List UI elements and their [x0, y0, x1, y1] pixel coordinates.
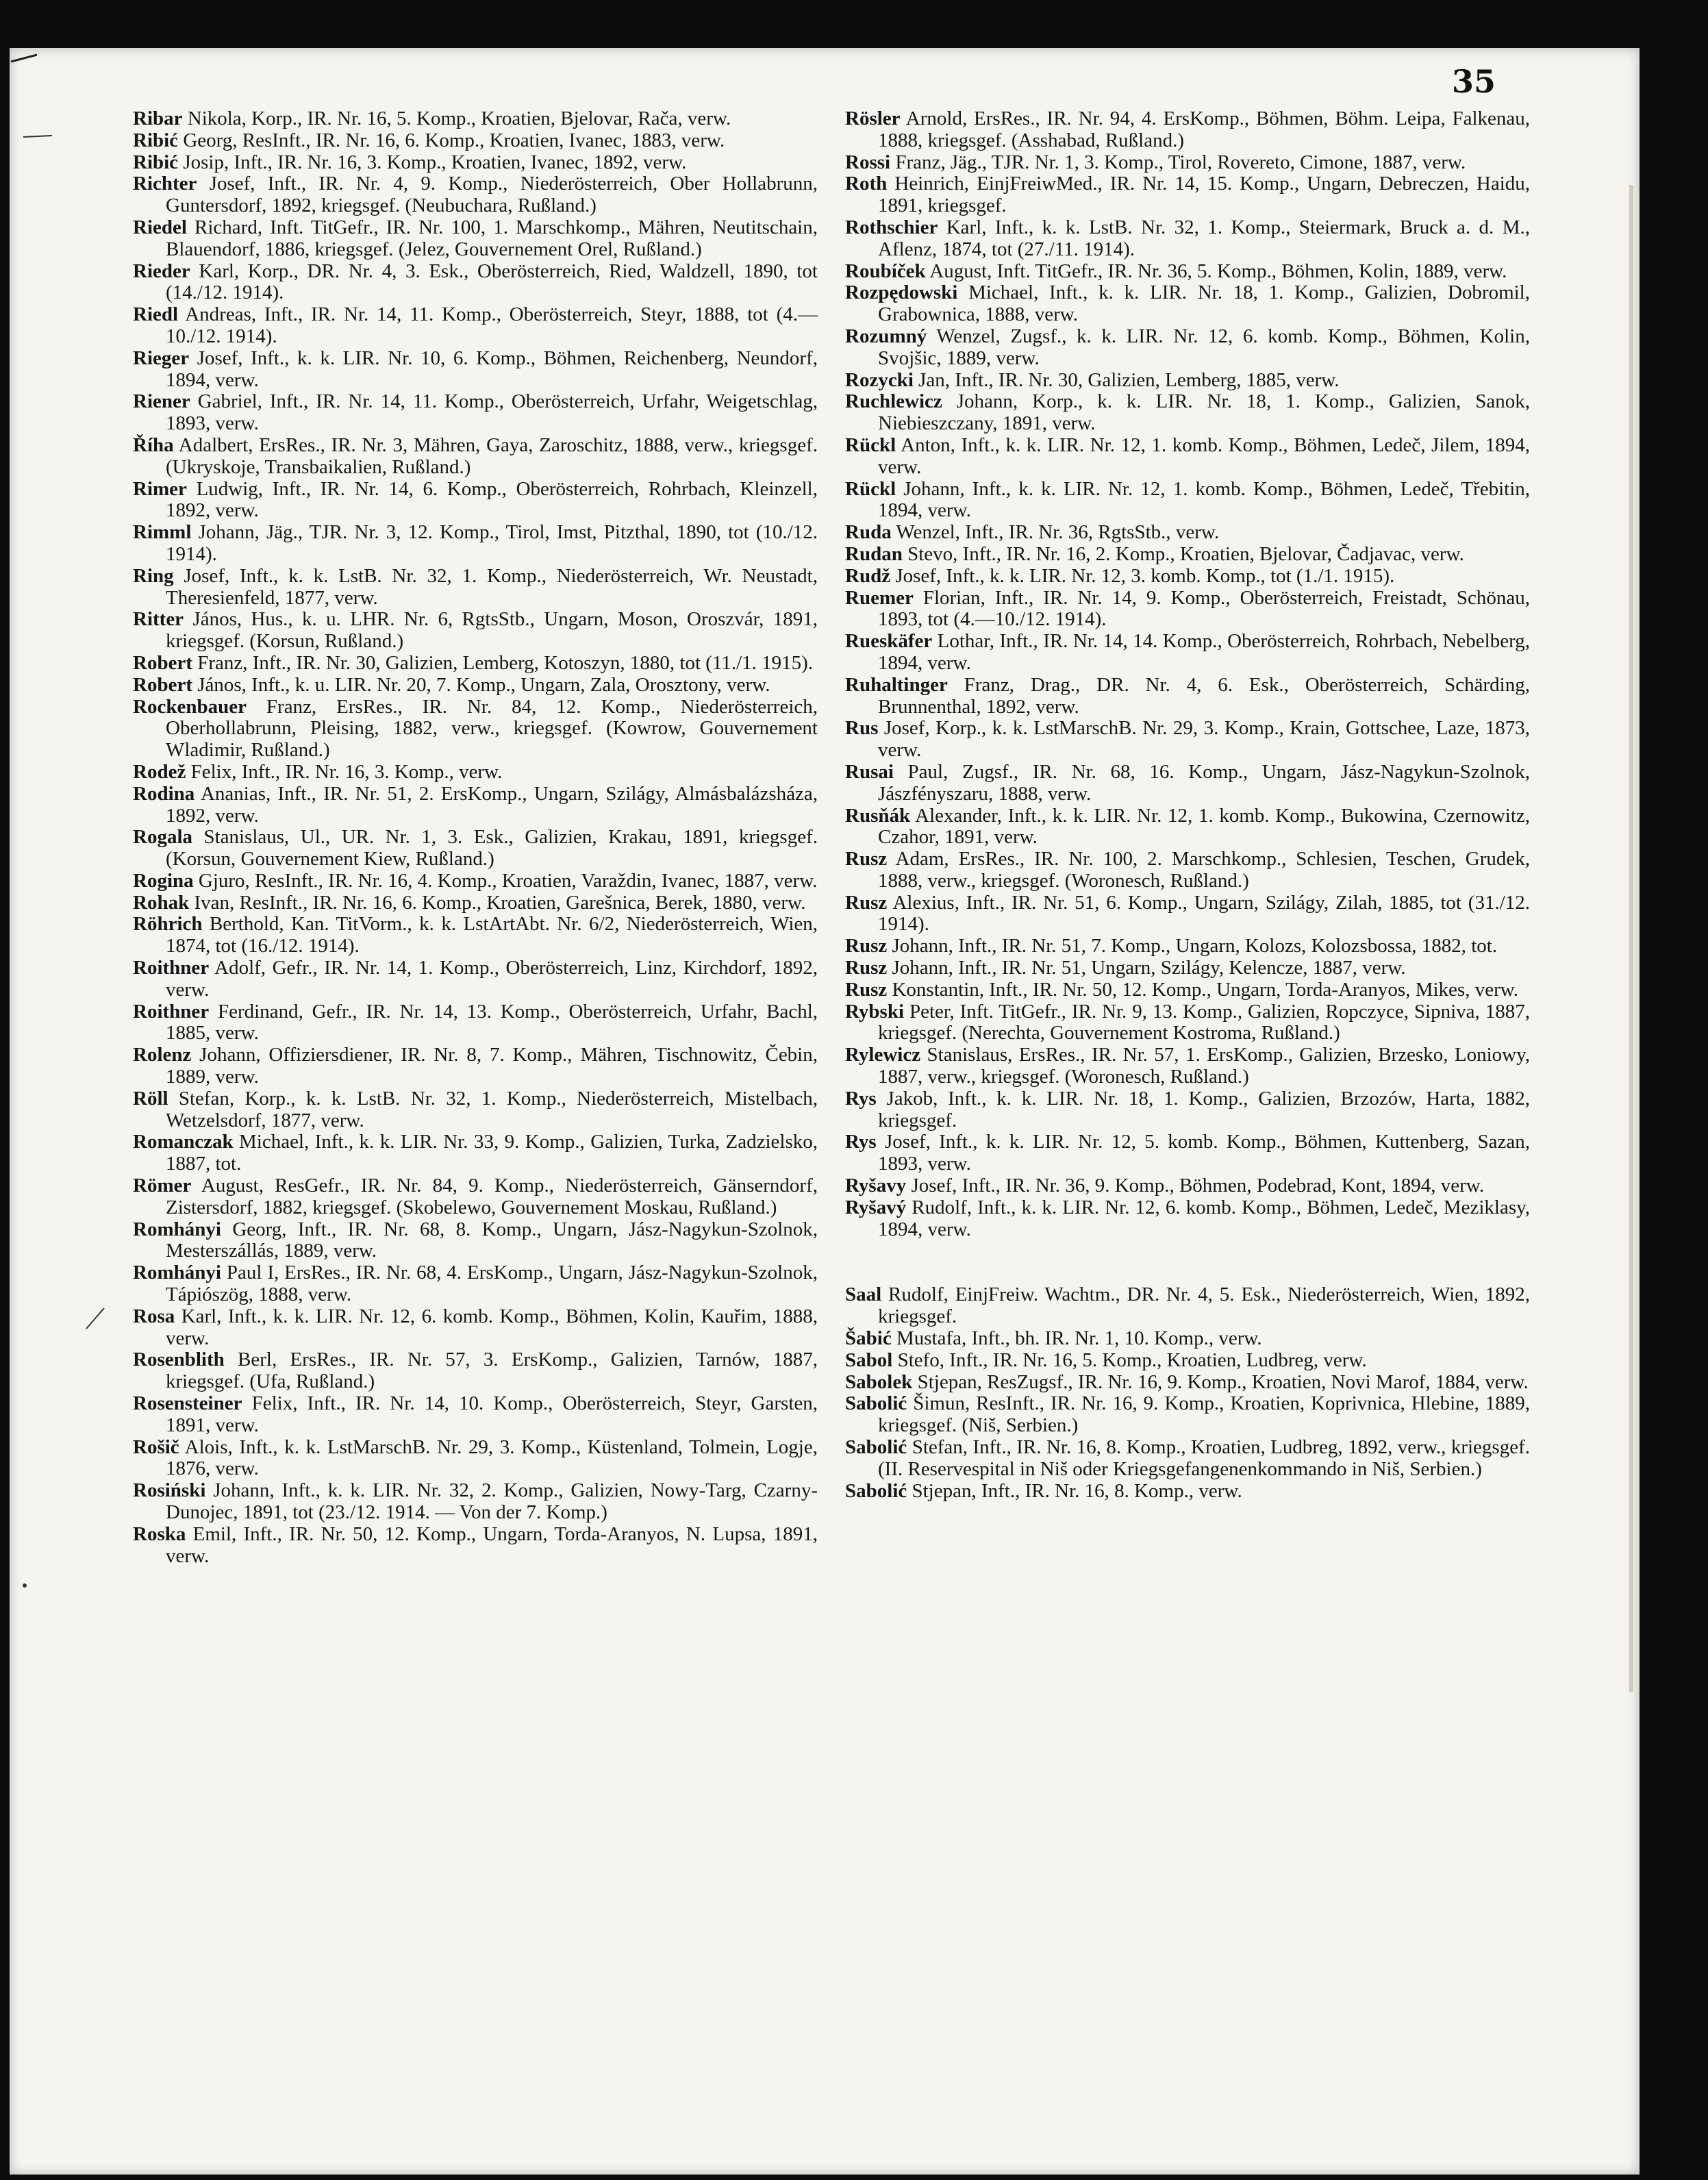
right-column	[845, 108, 1530, 1502]
entry-surname: Rys	[845, 1131, 877, 1153]
register-entry	[845, 1197, 1530, 1241]
entry-details: Stanislaus, Ul., UR. Nr. 1, 3. Esk., Galizien, Krakau, 1891, kriegsgef. (Korsun, Gouvernement Kiew, Rußland.)	[166, 826, 818, 870]
register-entry	[133, 892, 818, 914]
entry-details: Ludwig, Inft., IR. Nr. 14, 6. Komp., Oberösterreich, Rohrbach, Kleinzell, 1892, verw.	[166, 477, 818, 522]
margin-slash-mark	[86, 1308, 104, 1329]
entry-surname: Rimer	[133, 477, 187, 500]
register-entry	[845, 1284, 1530, 1328]
register-entry	[133, 261, 818, 305]
register-entry	[845, 326, 1530, 370]
register-entry	[133, 173, 818, 217]
entry-details: Johann, Inft., k. k. LIR. Nr. 12, 1. komb. Komp., Böhmen, Ledeč, Třebitin, 1894, verw.	[878, 477, 1530, 522]
entry-details: Andreas, Inft., IR. Nr. 14, 11. Komp., Oberösterreich, Steyr, 1888, tot (4.—10./12. 1914).	[166, 303, 818, 347]
entry-surname: Rusai	[845, 760, 894, 783]
entry-details: Gabriel, Inft., IR. Nr. 14, 11. Komp., Oberösterreich, Urfahr, Weigetschlag, 1893, verw.	[166, 390, 818, 435]
entry-surname: Ruda	[845, 521, 892, 544]
entry-surname: Rozpędowski	[845, 281, 958, 304]
register-entry	[845, 108, 1530, 152]
entry-details: Ananias, Inft., IR. Nr. 51, 2. ErsKomp., Ungarn, Szilágy, Almásbalázsháza, 1892, verw.	[166, 782, 818, 827]
entry-surname: Ruhaltinger	[845, 673, 948, 696]
scanned-page	[10, 48, 1640, 2175]
entry-details: Georg, ResInft., IR. Nr. 16, 6. Komp., Kroatien, Ivanec, 1883, verw.	[178, 129, 725, 151]
entry-surname: Rogina	[133, 869, 194, 892]
entry-details: Karl, Inft., k. k. LIR. Nr. 12, 6. komb. Komp., Böhmen, Kolin, Kauřim, 1888, verw.	[166, 1305, 818, 1349]
entry-details: Johann, Offiziersdiener, IR. Nr. 8, 7. Komp., Mähren, Tischnowitz, Čebin, 1889, verw.	[166, 1044, 818, 1088]
register-entry	[845, 1088, 1530, 1132]
register-entry	[133, 870, 818, 892]
entry-surname: Rus	[845, 717, 879, 740]
entry-surname: Rückl	[845, 477, 896, 500]
entry-surname: Ribar	[133, 108, 183, 129]
register-entry	[845, 261, 1530, 283]
entry-surname: Rybski	[845, 1000, 905, 1023]
register-entry	[133, 675, 818, 697]
entry-surname: Ryšavy	[845, 1175, 907, 1197]
register-entry	[845, 173, 1530, 217]
entry-details: Richard, Inft. TitGefr., IR. Nr. 100, 1. Marschkomp., Mähren, Neutitschain, Blauendorf, 1886, kriegsgef. (Jelez, Gouvernement Orel, Rußland.)	[166, 216, 818, 260]
entry-details: Felix, Inft., IR. Nr. 16, 3. Komp., verw.	[186, 760, 503, 783]
entry-surname: Ritter	[133, 608, 184, 631]
register-entry	[845, 957, 1530, 979]
register-entry	[133, 304, 818, 348]
entry-surname: Sabolić	[845, 1436, 907, 1459]
register-entry	[133, 653, 818, 675]
register-entry	[133, 697, 818, 762]
entry-surname: Rusz	[845, 978, 888, 1001]
entry-details: August, Inft. TitGefr., IR. Nr. 36, 5. Komp., Böhmen, Kolin, 1889, verw.	[925, 260, 1507, 282]
register-entry	[845, 522, 1530, 544]
entry-surname: Rösler	[845, 108, 901, 129]
register-entry	[845, 718, 1530, 762]
register-entry	[133, 1349, 818, 1393]
entry-details: Johann, Jäg., TJR. Nr. 3, 12. Komp., Tirol, Imst, Pitzthal, 1890, tot (10./12. 1914).	[166, 521, 818, 565]
entry-surname: Sabolić	[845, 1392, 907, 1415]
entry-surname: Römer	[133, 1175, 192, 1197]
entry-details: Paul I, ErsRes., IR. Nr. 68, 4. ErsKomp., Ungarn, Jász-Nagykun-Szolnok, Tápiószög, 1888, verw.	[166, 1262, 818, 1306]
register-entry	[845, 892, 1530, 936]
entry-details: Johann, Inft., IR. Nr. 51, Ungarn, Szilágy, Kelencze, 1887, verw.	[887, 957, 1406, 979]
entry-surname: Rudan	[845, 542, 903, 565]
register-entry	[133, 435, 818, 479]
entry-surname: Roth	[845, 173, 888, 195]
entry-details: Michael, Inft., k. k. LIR. Nr. 18, 1. Komp., Galizien, Dobromil, Grabownica, 1888, verw.	[878, 281, 1530, 326]
register-entry	[845, 1131, 1530, 1175]
page-number: 35	[1451, 63, 1496, 100]
entry-details: Alois, Inft., k. k. LstMarschB. Nr. 29, 3. Komp., Küstenland, Tolmein, Logje, 1876, verw.	[166, 1436, 818, 1480]
section-gap	[845, 1240, 1530, 1284]
register-entry	[845, 588, 1530, 631]
register-entry	[845, 1372, 1530, 1394]
register-entry	[845, 152, 1530, 174]
register-entry	[845, 566, 1530, 588]
entry-surname: Říha	[133, 434, 174, 456]
entry-details: Josef, Inft., IR. Nr. 4, 9. Komp., Niederösterreich, Ober Hollabrunn, Guntersdorf, 1892, kriegsgef. (Neubuchara, Rußland.)	[166, 173, 818, 217]
entry-details: Wenzel, Inft., IR. Nr. 36, RgtsStb., verw.	[891, 521, 1220, 544]
register-entry	[133, 1175, 818, 1219]
entry-surname: Rosensteiner	[133, 1392, 242, 1415]
register-entry	[133, 914, 818, 957]
entry-details: Rudolf, Inft., k. k. LIR. Nr. 12, 6. komb. Komp., Böhmen, Ledeč, Meziklasy, 1894, verw.	[878, 1196, 1530, 1240]
margin-dot-mark	[23, 1583, 27, 1588]
register-entry	[133, 1219, 818, 1263]
entry-details: Heinrich, EinjFreiwMed., IR. Nr. 14, 15. Komp., Ungarn, Debreczen, Haidu, 1891, kriegsgef.	[878, 173, 1530, 217]
register-entry	[845, 435, 1530, 479]
register-entry	[133, 957, 818, 1001]
entry-details: Franz, Jäg., TJR. Nr. 1, 3. Komp., Tirol, Rovereto, Cimone, 1887, verw.	[890, 151, 1466, 173]
entry-details: Stanislaus, ErsRes., IR. Nr. 57, 1. ErsKomp., Galizien, Brzesko, Loniowy, 1887, verw., kriegsgef. (Woronesch, Rußland.)	[878, 1044, 1530, 1088]
entry-details: Josef, Inft., IR. Nr. 36, 9. Komp., Böhmen, Podebrad, Kont, 1894, verw.	[906, 1175, 1485, 1197]
entry-details: Stefan, Korp., k. k. LstB. Nr. 32, 1. Komp., Niederösterreich, Mistelbach, Wetzelsdorf, 1877, verw.	[166, 1087, 818, 1131]
register-entry	[133, 1001, 818, 1045]
register-entry	[133, 784, 818, 827]
register-entry	[845, 1328, 1530, 1350]
entry-surname: Röll	[133, 1087, 168, 1110]
entry-surname: Rieger	[133, 347, 190, 369]
entry-details: Gjuro, ResInft., IR. Nr. 16, 4. Komp., Kroatien, Varaždin, Ivanec, 1887, verw.	[193, 869, 818, 892]
entry-details: Josef, Inft., k. k. LIR. Nr. 12, 3. komb. Komp., tot (1./1. 1915).	[890, 564, 1395, 587]
entry-surname: Robert	[133, 651, 192, 674]
entry-surname: Sabolek	[845, 1370, 913, 1393]
entry-surname: Rimml	[133, 521, 192, 544]
register-entry	[845, 391, 1530, 435]
register-entry	[845, 1001, 1530, 1045]
entry-details: Šimun, ResInft., IR. Nr. 16, 9. Komp., Kroatien, Koprivnica, Hlebine, 1889, kriegsgef. (Niš, Serbien.)	[878, 1392, 1530, 1437]
register-entry	[845, 1175, 1530, 1197]
entry-surname: Rockenbauer	[133, 695, 247, 718]
register-entry	[845, 370, 1530, 392]
entry-details: Johann, Inft., k. k. LIR. Nr. 32, 2. Komp., Galizien, Nowy-Targ, Czarny-Dunojec, 1891, tot (23./12. 1914. — Von der 7. Komp.)	[166, 1479, 818, 1523]
register-entry	[133, 609, 818, 653]
entry-details: Franz, ErsRes., IR. Nr. 84, 12. Komp., Niederösterreich, Oberhollabrunn, Pleising, 1882, verw., kriegsgef. (Kowrow, Gouvernement Wladimir, Rußland.)	[166, 695, 818, 762]
register-entry	[133, 391, 818, 435]
entry-surname: Robert	[133, 673, 192, 696]
entry-surname: Rusz	[845, 935, 888, 957]
register-entry	[133, 566, 818, 610]
entry-details: Adolf, Gefr., IR. Nr. 14, 1. Komp., Oberösterreich, Linz, Kirchdorf, 1892, verw.	[166, 957, 818, 1001]
entry-surname: Ruemer	[845, 586, 914, 609]
register-entry	[845, 1393, 1530, 1437]
register-entry	[845, 849, 1530, 892]
entry-details: Jan, Inft., IR. Nr. 30, Galizien, Lemberg, 1885, verw.	[913, 368, 1340, 391]
entry-details: Paul, Zugsf., IR. Nr. 68, 16. Komp., Ungarn, Jász-Nagykun-Szolnok, Jászfényszaru, 1888, verw.	[878, 760, 1530, 805]
entry-surname: Rohak	[133, 891, 190, 914]
entry-surname: Rodina	[133, 782, 195, 805]
entry-surname: Rusz	[845, 891, 888, 914]
entry-surname: Rückl	[845, 434, 896, 456]
entry-surname: Roska	[133, 1523, 186, 1545]
register-entry	[845, 805, 1530, 849]
entry-surname: Rusz	[845, 848, 888, 870]
entry-details: Adalbert, ErsRes., IR. Nr. 3, Mähren, Gaya, Zaroschitz, 1888, verw., kriegsgef. (Ukryskoje, Transbaikalien, Rußland.)	[166, 434, 818, 478]
entry-surname: Sabol	[845, 1349, 893, 1371]
register-entry	[133, 1306, 818, 1350]
entry-details: Karl, Inft., k. k. LstB. Nr. 32, 1. Komp., Steiermark, Bruck a. d. M., Aflenz, 1874, tot (27./11. 1914).	[878, 216, 1530, 260]
entry-details: Berthold, Kan. TitVorm., k. k. LstArtAbt. Nr. 6/2, Niederösterreich, Wien, 1874, tot (16./12. 1914).	[166, 913, 818, 957]
entry-surname: Rošič	[133, 1436, 179, 1458]
register-entry	[845, 479, 1530, 523]
entry-details: Alexander, Inft., k. k. LIR. Nr. 12, 1. komb. Komp., Bukowina, Czernowitz, Czahor, 1891, verw.	[878, 804, 1530, 849]
entry-details: Josip, Inft., IR. Nr. 16, 3. Komp., Kroatien, Ivanec, 1892, verw.	[178, 151, 687, 173]
entry-surname: Rodež	[133, 760, 186, 783]
entry-surname: Rozycki	[845, 368, 914, 391]
register-entry	[133, 1088, 818, 1132]
scan-edge-mark	[11, 55, 37, 62]
entry-details: Johann, Inft., IR. Nr. 51, 7. Komp., Ungarn, Kolozs, Kolozsbossa, 1882, tot.	[887, 935, 1498, 957]
entry-surname: Rueskäfer	[845, 630, 933, 653]
register-entry	[133, 522, 818, 566]
entry-details: Lothar, Inft., IR. Nr. 14, 14. Komp., Oberösterreich, Rohrbach, Nebelberg, 1894, verw.	[878, 630, 1530, 674]
register-entry	[845, 544, 1530, 566]
entry-surname: Rossi	[845, 151, 891, 173]
entry-details: János, Hus., k. u. LHR. Nr. 6, RgtsStb., Ungarn, Moson, Oroszvár, 1891, kriegsgef. (Korsun, Rußland.)	[166, 608, 818, 653]
entry-surname: Rozumný	[845, 325, 927, 347]
register-entry	[845, 1350, 1530, 1372]
entry-details: Adam, ErsRes., IR. Nr. 100, 2. Marschkomp., Schlesien, Teschen, Grudek, 1888, verw., kriegsgef. (Woronesch, Rußland.)	[878, 848, 1530, 892]
entry-surname: Riener	[133, 390, 190, 413]
margin-dash-mark	[23, 136, 52, 137]
entry-details: Rudolf, EinjFreiw. Wachtm., DR. Nr. 4, 5. Esk., Niederösterreich, Wien, 1892, kriegsgef.	[878, 1283, 1530, 1328]
register-entry	[845, 1044, 1530, 1088]
entry-details: János, Inft., k. u. LIR. Nr. 20, 7. Komp., Ungarn, Zala, Orosztony, verw.	[192, 673, 770, 696]
register-entry	[845, 1481, 1530, 1503]
entry-surname: Roithner	[133, 1000, 210, 1023]
entry-surname: Roubíček	[845, 260, 926, 282]
entry-details: Anton, Inft., k. k. LIR. Nr. 12, 1. komb. Komp., Böhmen, Ledeč, Jilem, 1894, verw.	[878, 434, 1530, 478]
entry-details: Mustafa, Inft., bh. IR. Nr. 1, 10. Komp., verw.	[891, 1327, 1262, 1350]
register-entry	[133, 217, 818, 261]
entry-details: Konstantin, Inft., IR. Nr. 50, 12. Komp., Ungarn, Torda-Aranyos, Mikes, verw.	[887, 978, 1519, 1001]
entry-details: Karl, Korp., DR. Nr. 4, 3. Esk., Oberösterreich, Ried, Waldzell, 1890, tot (14./12. 1914).	[166, 260, 818, 304]
entry-surname: Rylewicz	[845, 1044, 921, 1066]
entry-surname: Rosenblith	[133, 1349, 225, 1371]
entry-details: Jakob, Inft., k. k. LIR. Nr. 18, 1. Komp., Galizien, Brzozów, Harta, 1882, kriegsgef.	[876, 1087, 1530, 1131]
entry-details: Felix, Inft., IR. Nr. 14, 10. Komp., Oberösterreich, Steyr, Garsten, 1891, verw.	[166, 1392, 818, 1436]
entry-details: Johann, Korp., k. k. LIR. Nr. 18, 1. Komp., Galizien, Sanok, Niebieszczany, 1891, verw.	[878, 390, 1530, 435]
entry-surname: Roithner	[133, 957, 210, 979]
register-entry	[133, 1262, 818, 1306]
entry-details: Josef, Inft., k. k. LstB. Nr. 32, 1. Komp., Niederösterreich, Wr. Neustadt, Theresienfeld, 1877, verw.	[166, 564, 818, 609]
entry-surname: Rosiński	[133, 1479, 206, 1502]
entry-surname: Rudž	[845, 564, 891, 587]
entry-surname: Rys	[845, 1087, 877, 1110]
left-column	[133, 108, 818, 1567]
register-entry	[845, 675, 1530, 718]
entry-surname: Romanczak	[133, 1131, 234, 1153]
entry-details: Nikola, Korp., IR. Nr. 16, 5. Komp., Kroatien, Bjelovar, Rača, verw.	[182, 108, 731, 129]
register-entry	[845, 979, 1530, 1001]
entry-surname: Rosa	[133, 1305, 175, 1327]
entry-surname: Romhányi	[133, 1262, 221, 1284]
register-entry	[845, 936, 1530, 957]
entry-details: Georg, Inft., IR. Nr. 68, 8. Komp., Ungarn, Jász-Nagykun-Szolnok, Mesterszállás, 1889, verw.	[166, 1218, 818, 1262]
entry-details: Stefan, Inft., IR. Nr. 16, 8. Komp., Kroatien, Ludbreg, 1892, verw., kriegsgef. (II. Reservespital in Niš oder Kriegsgefangenenkommando in Niš, Serbien.)	[878, 1436, 1530, 1480]
entry-details: Stefo, Inft., IR. Nr. 16, 5. Komp., Kroatien, Ludbreg, verw.	[892, 1349, 1367, 1371]
entry-surname: Saal	[845, 1283, 882, 1306]
register-entry	[845, 217, 1530, 261]
register-entry	[133, 1393, 818, 1437]
entry-details: Stevo, Inft., IR. Nr. 16, 2. Komp., Kroatien, Bjelovar, Čadjavac, verw.	[902, 542, 1464, 565]
entry-details: Emil, Inft., IR. Nr. 50, 12. Komp., Ungarn, Torda-Aranyos, N. Lupsa, 1891, verw.	[166, 1523, 818, 1567]
entry-surname: Röhrich	[133, 913, 203, 936]
entry-details: Ferdinand, Gefr., IR. Nr. 14, 13. Komp., Oberösterreich, Urfahr, Bachl, 1885, verw.	[166, 1000, 818, 1044]
entry-surname: Romhányi	[133, 1218, 221, 1240]
register-entry	[133, 827, 818, 870]
entry-details: Alexius, Inft., IR. Nr. 51, 6. Komp., Ungarn, Szilágy, Zilah, 1885, tot (31./12. 1914).	[878, 891, 1530, 936]
register-entry	[133, 130, 818, 152]
register-entry	[133, 1044, 818, 1088]
register-entry	[133, 479, 818, 523]
entry-surname: Ring	[133, 564, 174, 587]
entry-details: Josef, Inft., k. k. LIR. Nr. 12, 5. komb. Komp., Böhmen, Kuttenberg, Sazan, 1893, verw.	[876, 1131, 1530, 1175]
entry-details: Franz, Drag., DR. Nr. 4, 6. Esk., Oberösterreich, Schärding, Brunnenthal, 1892, verw.	[878, 673, 1530, 718]
register-entry	[133, 1131, 818, 1175]
entry-surname: Ribić	[133, 151, 179, 173]
entry-surname: Sabolić	[845, 1479, 907, 1502]
entry-surname: Riedl	[133, 303, 179, 326]
entry-surname: Rusz	[845, 957, 888, 979]
register-entry	[133, 1480, 818, 1524]
entry-surname: Richter	[133, 173, 197, 195]
register-entry	[133, 1524, 818, 1568]
entry-surname: Ryšavý	[845, 1196, 907, 1218]
entry-details: Wenzel, Zugsf., k. k. LIR. Nr. 12, 6. komb. Komp., Böhmen, Kolin, Svojšic, 1889, verw.	[878, 325, 1530, 369]
register-entry	[845, 1437, 1530, 1481]
entry-details: Florian, Inft., IR. Nr. 14, 9. Komp., Oberösterreich, Freistadt, Schönau, 1893, tot (4.—10./12. 1914).	[878, 586, 1530, 631]
entry-surname: Ribić	[133, 129, 179, 151]
entry-details: Berl, ErsRes., IR. Nr. 57, 3. ErsKomp., Galizien, Tarnów, 1887, kriegsgef. (Ufa, Rußland.)	[166, 1349, 818, 1393]
register-entry	[845, 631, 1530, 675]
entry-surname: Šabić	[845, 1327, 892, 1350]
entry-surname: Riedel	[133, 216, 187, 238]
entry-surname: Rieder	[133, 260, 190, 282]
entry-details: Franz, Inft., IR. Nr. 30, Galizien, Lemberg, Kotoszyn, 1880, tot (11./1. 1915).	[192, 651, 814, 674]
register-entry	[133, 1437, 818, 1481]
entry-details: August, ResGefr., IR. Nr. 84, 9. Komp., Niederösterreich, Gänserndorf, Zistersdorf, 1882, kriegsgef. (Skobelewo, Gouvernement Moskau, Rußland.)	[166, 1175, 818, 1218]
entry-details: Stjepan, Inft., IR. Nr. 16, 8. Komp., verw.	[907, 1479, 1242, 1502]
entry-details: Stjepan, ResZugsf., IR. Nr. 16, 9. Komp., Kroatien, Novi Marof, 1884, verw.	[912, 1370, 1529, 1393]
entry-surname: Rusňák	[845, 804, 911, 827]
register-entry	[133, 762, 818, 784]
register-entry	[133, 108, 818, 130]
entry-details: Josef, Korp., k. k. LstMarschB. Nr. 29, 3. Komp., Krain, Gottschee, Laze, 1873, verw.	[878, 717, 1530, 762]
entry-surname: Rolenz	[133, 1044, 192, 1066]
entry-details: Peter, Inft. TitGefr., IR. Nr. 9, 13. Komp., Galizien, Ropczyce, Sipniva, 1887, kriegsgef. (Nerechta, Gouvernement Kostroma, Rußland.)	[878, 1000, 1530, 1044]
entry-details: Michael, Inft., k. k. LIR. Nr. 33, 9. Komp., Galizien, Turka, Zadzielsko, 1887, tot.	[166, 1131, 818, 1175]
entry-details: Ivan, ResInft., IR. Nr. 16, 6. Komp., Kroatien, Garešnica, Berek, 1880, verw.	[189, 891, 806, 914]
register-entry	[133, 152, 818, 174]
entry-surname: Ruchlewicz	[845, 390, 942, 413]
entry-surname: Rothschier	[845, 216, 938, 238]
register-entry	[133, 348, 818, 392]
entry-details: Josef, Inft., k. k. LIR. Nr. 10, 6. Komp., Böhmen, Reichenberg, Neundorf, 1894, verw.	[166, 347, 818, 391]
entry-surname: Rogala	[133, 826, 192, 849]
register-entry	[845, 282, 1530, 326]
register-entry	[845, 762, 1530, 805]
entry-details: Arnold, ErsRes., IR. Nr. 94, 4. ErsKomp., Böhmen, Böhm. Leipa, Falkenau, 1888, kriegsgef. (Asshabad, Rußland.)	[878, 108, 1530, 151]
